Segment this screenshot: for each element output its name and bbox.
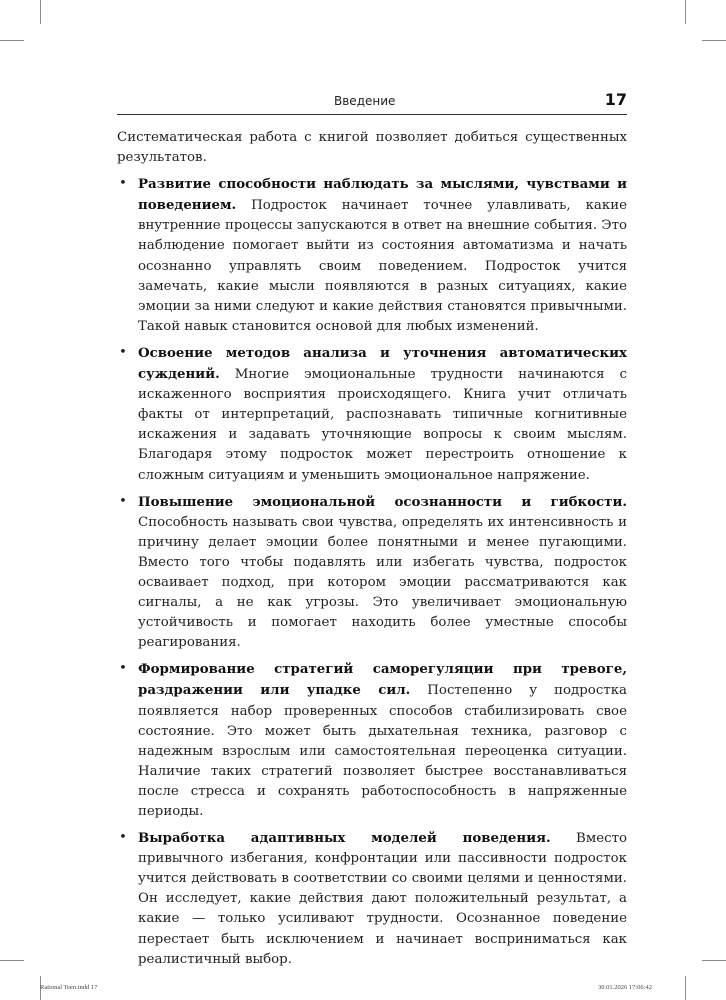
- crop-mark: [0, 960, 24, 961]
- bullet-title: Выработка адаптивных моделей поведения.: [138, 830, 551, 847]
- bullet-text: Многие эмоциональные трудности начинаются с искаженного восприятия происходящего. Книга учит отличать факты от интерпретаций, распознавать типичные когнитивные искажения и задавать уточняющие вопросы к своим мыслям. Благодаря этому подросток может перестроить отношение к сложным ситуациям и уменьшить эмоциональное напряжение.: [138, 367, 627, 483]
- file-label: Rational Teen.indd 17: [40, 984, 98, 991]
- bullet-title: Формирование стратегий саморегуляции при тревоге, раздражении или упадке сил.: [138, 661, 627, 699]
- intro-paragraph: Систематическая работа с книгой позволяет добиться существенных результатов.: [117, 130, 627, 166]
- bullet-marker: •: [119, 661, 127, 677]
- crop-mark: [702, 960, 726, 961]
- bullet-marker: •: [119, 493, 127, 509]
- list-item: [117, 828, 627, 970]
- running-title: Введение: [334, 94, 396, 108]
- bullet-text: Постепенно у подростка появляется набор проверенных способов стабилизировать свое состояние. Это может быть дыхательная техника, разговор с надежным взрослым или самостоятельная переоценка ситуации. Наличие таких стратегий позволяет быстрее восстанавливаться после стресса и сохранять работоспособность в напряженные периоды.: [138, 683, 627, 819]
- list-item: [117, 659, 627, 822]
- list-item: [117, 492, 627, 654]
- bullet-text: Способность называть свои чувства, определять их интенсивность и причину делает эмоции более понятными и менее пугающими. Вместо того чтобы подавлять или избегать чувства, подросток осваивает подход, при котором эмоции рассматриваются как сигналы, а не как угрозы. Это увеличивает эмоциональную устойчивость и помогает находить более уместные способы реагирования.: [138, 514, 627, 651]
- running-header: [117, 90, 627, 114]
- list-item: [117, 343, 627, 486]
- crop-mark: [702, 40, 726, 41]
- bullet-title: Повышение эмоциональной осознанности и гибкости.: [138, 493, 627, 510]
- list-item: [117, 174, 627, 337]
- crop-mark: [685, 976, 686, 1000]
- bullet-title: Освоение методов анализа и уточнения автоматических суждений.: [138, 344, 627, 383]
- bullet-marker: •: [119, 344, 127, 360]
- header-divider: [117, 114, 627, 115]
- bullet-marker: •: [119, 830, 127, 846]
- bullet-list: [117, 174, 627, 970]
- crop-mark: [685, 0, 686, 24]
- page-number: 17: [604, 90, 627, 109]
- bullet-marker: •: [119, 176, 127, 192]
- crop-mark: [0, 40, 24, 41]
- bullet-text: Подросток начинает точнее улавливать, какие внутренние процессы запускаются в ответ на внешние события. Это наблюдение помогает выйти из состояния автоматизма и начать осознанно управлять своим поведением. Подросток учится замечать, какие мысли появляются в разных ситуациях, какие эмоции за ними следуют и какие действия становятся привычными. Такой навык становится основой для любых изменений.: [138, 198, 627, 334]
- crop-mark: [40, 0, 41, 24]
- print-timestamp: 30.01.2026 17:06:42: [598, 984, 652, 991]
- bullet-text: Вместо привычного избегания, конфронтации или пассивности подросток учится действовать в соответствии со своими целями и ценностями. Он исследует, какие действия дают положительный результат, а какие — только усиливают трудности. Осознанное поведение перестает быть исключением и начинает восприниматься как реалистичный выбор.: [138, 831, 628, 967]
- page-body: [117, 128, 627, 976]
- bullet-title: Развитие способности наблюдать за мыслями, чувствами и поведением.: [138, 176, 627, 214]
